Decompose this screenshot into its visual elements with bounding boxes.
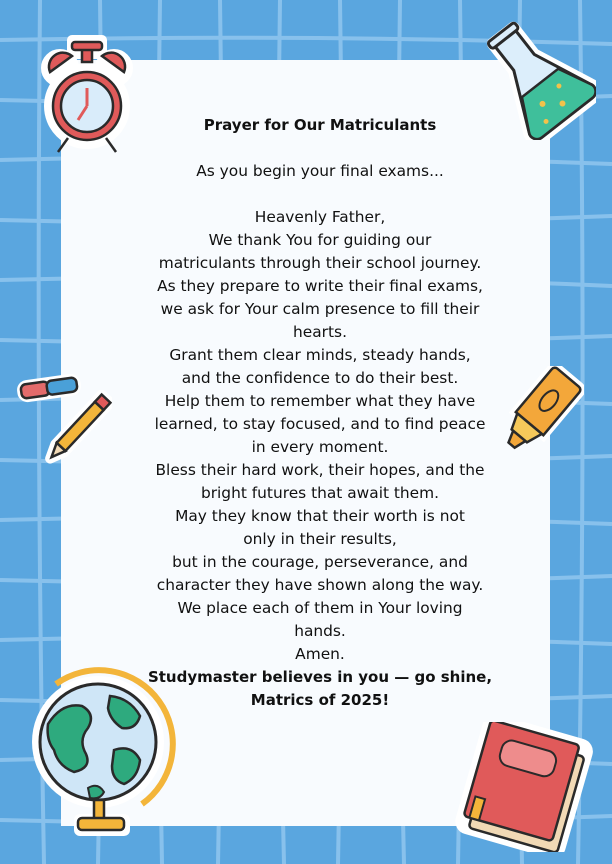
prayer-line: in every moment. xyxy=(251,438,389,456)
prayer-line: only in their results, xyxy=(243,530,397,548)
prayer-line: learned, to stay focused, and to find peace xyxy=(154,415,486,433)
prayer-line: As they prepare to write their final exams, xyxy=(157,277,483,295)
flask-icon xyxy=(478,18,596,140)
prayer-line: and the confidence to do their best. xyxy=(181,369,459,387)
prayer-line: We thank You for guiding our xyxy=(208,231,432,249)
title: Prayer for Our Matriculants xyxy=(203,116,437,134)
closing-line: Matrics of 2025! xyxy=(250,691,390,709)
globe-icon xyxy=(18,664,178,844)
book-icon xyxy=(452,722,600,852)
prayer-text xyxy=(130,114,510,712)
prayer-line: but in the courage, perseverance, and xyxy=(172,553,468,571)
alarm-clock-icon xyxy=(38,28,136,160)
prayer-line: May they know that their worth is not xyxy=(175,507,465,525)
prayer-line: Grant them clear minds, steady hands, xyxy=(169,346,471,364)
prayer-line: hands. xyxy=(294,622,346,640)
prayer-line: We place each of them in Your loving xyxy=(177,599,463,617)
prayer-line: bright futures that await them. xyxy=(200,484,440,502)
prayer-line: Amen. xyxy=(295,645,345,663)
prayer-line: hearts. xyxy=(293,323,347,341)
subtitle: As you begin your final exams... xyxy=(196,162,444,180)
prayer-line: Help them to remember what they have xyxy=(164,392,476,410)
pencil-icon xyxy=(36,390,112,476)
closing-line: Studymaster believes in you — go shine, xyxy=(147,668,493,686)
spacer xyxy=(130,137,510,160)
prayer-line: character they have shown along the way. xyxy=(156,576,484,594)
prayer-line: we ask for Your calm presence to fill their xyxy=(160,300,480,318)
spacer xyxy=(130,183,510,206)
prayer-line: matriculants through their school journey. xyxy=(158,254,482,272)
prayer-line: Bless their hard work, their hopes, and the xyxy=(155,461,485,479)
prayer-line: Heavenly Father, xyxy=(254,208,386,226)
highlighter-icon xyxy=(488,366,584,466)
